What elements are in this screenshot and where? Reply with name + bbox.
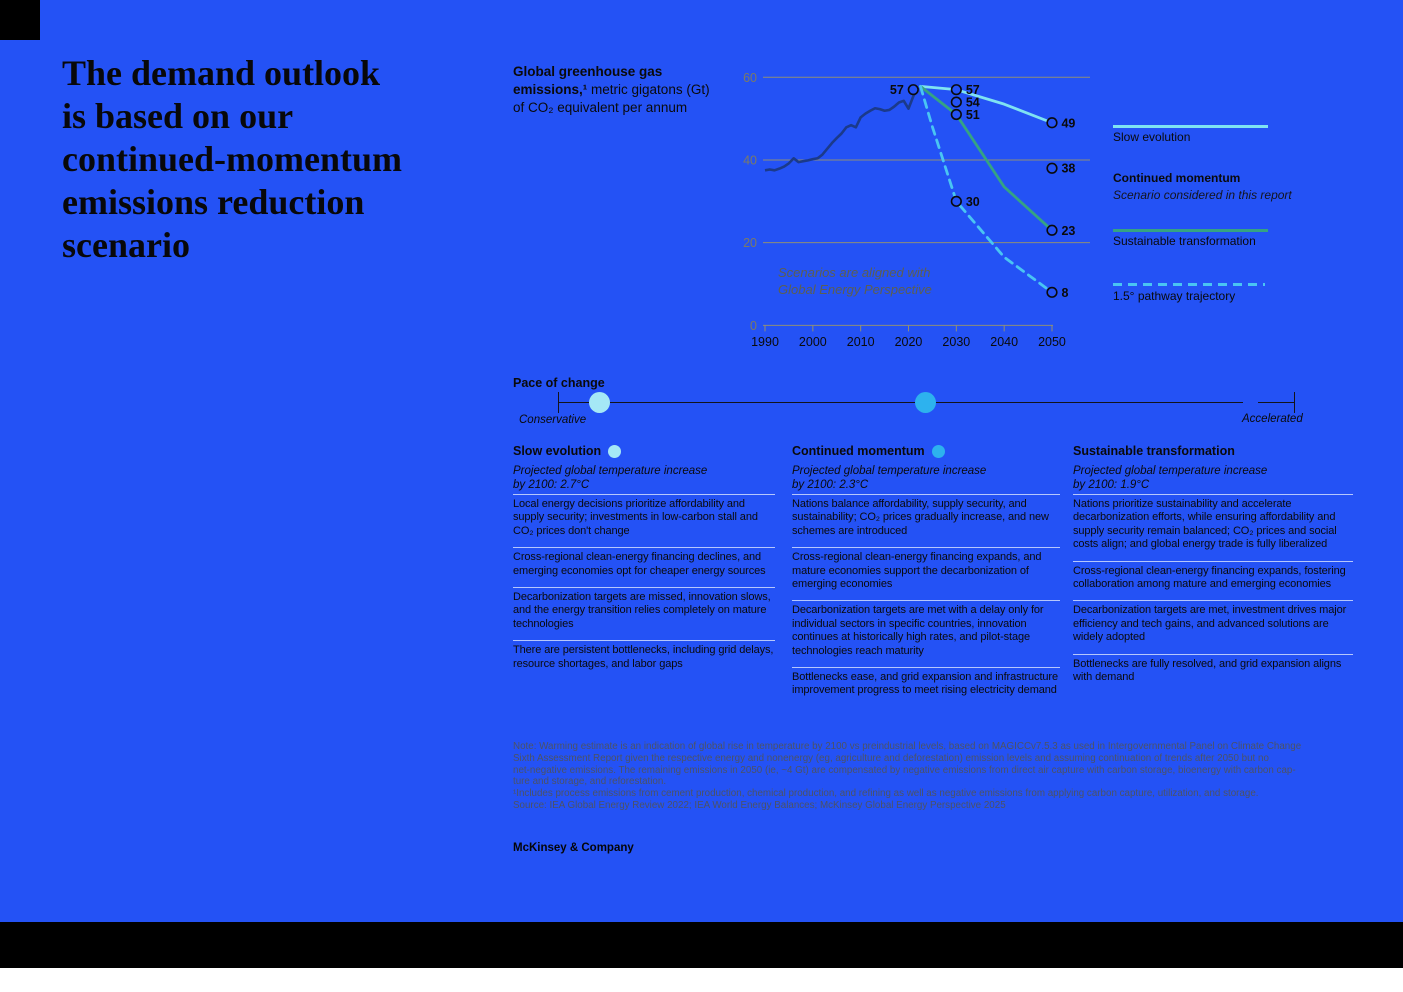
svg-text:2040: 2040 xyxy=(990,335,1019,349)
legend-sublabel-continued-momentum: Scenario considered in this report xyxy=(1113,188,1292,202)
footnote-line: Source: IEA Global Energy Review 2022; IEA World Energy Balances; McKinsey Global Energy Perspective 2025 xyxy=(513,799,1006,811)
footnote-line: net-negative emissions. The remaining emissions in 2050 (ie, ~4 Gt) are compensated by negative emissions from direct air capture with carbon storage, bioenergy with carbon cap- xyxy=(513,764,1296,776)
chart-annotation xyxy=(778,264,958,298)
svg-text:57: 57 xyxy=(965,83,980,98)
pace-dot-slow-evolution xyxy=(589,392,610,413)
svg-text:8: 8 xyxy=(1061,285,1069,300)
page-title-line: emissions reduction xyxy=(62,182,365,222)
mckinsey-logo-text: McKinsey & Company xyxy=(513,842,634,854)
legend-swatch-slow-evolution xyxy=(1113,125,1268,128)
pace-right-label: Accelerated xyxy=(1242,413,1303,425)
column-subtitle: Projected global temperature increase by 2100: 2.3°C xyxy=(792,465,987,491)
legend-label-continued-momentum: Continued momentum xyxy=(1113,171,1241,185)
bullet: Cross-regional clean-energy financing expands, and mature economies support the decarbonization of emerging economies xyxy=(792,547,1060,600)
svg-text:60: 60 xyxy=(743,70,757,85)
column-bullets xyxy=(513,494,775,680)
column-slow-evolution xyxy=(513,444,775,680)
pace-of-change-label: Pace of change xyxy=(513,376,605,390)
legend-swatch-pathway xyxy=(1113,283,1265,286)
chart-title-bold: Global greenhouse gas emissions,¹ xyxy=(513,64,663,97)
svg-text:20: 20 xyxy=(743,236,757,251)
svg-text:54: 54 xyxy=(965,95,980,110)
legend-label-sustainable-transformation: Sustainable transformation xyxy=(1113,234,1256,248)
column-header xyxy=(792,444,1060,458)
page-title-line: continued-momentum xyxy=(62,139,402,179)
bottom-black-band xyxy=(0,922,1403,968)
pace-dot-continued-momentum xyxy=(915,392,936,413)
column-title: Sustainable transformation xyxy=(1073,444,1235,458)
svg-text:30: 30 xyxy=(965,194,980,209)
pace-tick-right xyxy=(1294,392,1295,413)
bullet: Bottlenecks are fully resolved, and grid expansion aligns with demand xyxy=(1073,654,1353,694)
svg-text:49: 49 xyxy=(1061,116,1076,131)
svg-text:0: 0 xyxy=(750,318,757,333)
chart-title-rest: metric gigatons (Gt) of CO₂ equivalent per annum xyxy=(513,82,710,115)
column-title: Continued momentum xyxy=(792,444,925,458)
bullet: Decarbonization targets are missed, innovation slows, and the energy transition relies completely on mature technologies xyxy=(513,587,775,640)
page-title-line: The demand outlook xyxy=(62,53,381,93)
footnote-line: Sixth Assessment Report given the respective energy and nonenergy (eg, agriculture and deforestation) emission levels and assuming continuation of trends after 2050 but no xyxy=(513,752,1269,764)
svg-text:51: 51 xyxy=(965,107,980,122)
emissions-chart xyxy=(735,60,1100,360)
column-bullets xyxy=(792,494,1060,707)
page-title-line: is based on our xyxy=(62,96,294,136)
svg-text:2030: 2030 xyxy=(942,335,971,349)
footnote-line: ¹Includes process emissions from cement production, chemical production, and refining as well as negative emissions from applying carbon capture, utilization, and storage. xyxy=(513,788,1259,800)
column-sustainable-transformation xyxy=(1073,444,1353,693)
svg-text:2020: 2020 xyxy=(894,335,923,349)
chart-title xyxy=(513,63,711,117)
column-header xyxy=(1073,444,1353,458)
svg-text:57: 57 xyxy=(889,83,904,98)
page-title-line: scenario xyxy=(62,225,190,265)
corner-decoration xyxy=(0,0,40,40)
column-dot xyxy=(608,445,621,458)
legend-label-pathway: 1.5° pathway trajectory xyxy=(1113,289,1236,303)
pace-tick-left xyxy=(558,392,559,413)
bullet: Nations prioritize sustainability and accelerate decarbonization efforts, while ensuring affordability and supply security remain balanced; CO₂ prices and social costs align; and global energy trade is fully liberalized xyxy=(1073,494,1353,561)
bullet: Decarbonization targets are met, investment drives major efficiency and tech gains, and advanced solutions are widely adopted xyxy=(1073,600,1353,653)
bullet: Cross-regional clean-energy financing declines, and emerging economies opt for cheaper energy sources xyxy=(513,547,775,587)
legend-swatch-sustainable-transformation xyxy=(1113,229,1268,232)
bullet: Cross-regional clean-energy financing expands, fostering collaboration among mature and emerging economies xyxy=(1073,561,1353,601)
column-title: Slow evolution xyxy=(513,444,602,458)
footnote-line: ture and storage, and reforestation. xyxy=(513,776,667,788)
chart-annotation-line: Global Energy Perspective xyxy=(778,282,932,297)
bullet: Nations balance affordability, supply security, and sustainability; CO₂ prices gradually increase, and new schemes are introduced xyxy=(792,494,1060,547)
chart-annotation-line: Scenarios are aligned with xyxy=(778,265,931,280)
pace-left-label: Conservative xyxy=(519,414,587,426)
column-continued-momentum xyxy=(792,444,1060,707)
column-header xyxy=(513,444,775,458)
column-subtitle: Projected global temperature increase by 2100: 1.9°C xyxy=(1073,465,1268,491)
emissions-chart-svg xyxy=(735,60,1100,360)
bullet: Bottlenecks ease, and grid expansion and infrastructure improvement progress to meet rising electricity demand xyxy=(792,667,1060,707)
svg-text:38: 38 xyxy=(1061,161,1076,176)
bullet: Local energy decisions prioritize affordability and supply security; investments in low-carbon stall and CO₂ prices don't change xyxy=(513,494,775,547)
svg-text:40: 40 xyxy=(743,153,757,168)
bullet: Decarbonization targets are met with a delay only for individual sectors in specific countries, innovation continues at historically high rates, and pilot-stage technologies reach maturity xyxy=(792,600,1060,667)
svg-text:2000: 2000 xyxy=(798,335,827,349)
column-subtitle: Projected global temperature increase by 2100: 2.7°C xyxy=(513,465,708,491)
footnotes xyxy=(513,741,1301,812)
page-title xyxy=(62,52,532,267)
column-bullets xyxy=(1073,494,1353,693)
svg-text:2010: 2010 xyxy=(846,335,875,349)
svg-text:2050: 2050 xyxy=(1038,335,1066,349)
pace-slider-track-end xyxy=(1258,402,1294,403)
bullet: There are persistent bottlenecks, including grid delays, resource shortages, and labor gaps xyxy=(513,640,775,680)
pace-slider-track xyxy=(558,402,1243,403)
footnote-line: Note: Warming estimate is an indication of global rise in temperature by 2100 vs preindustrial levels, based on MAGICCv7.5.3 as used in Intergovernmental Panel on Climate Change xyxy=(513,741,1302,752)
svg-text:1990: 1990 xyxy=(751,335,779,349)
legend-label-slow-evolution: Slow evolution xyxy=(1113,130,1191,144)
column-dot xyxy=(932,445,945,458)
svg-text:23: 23 xyxy=(1061,223,1076,238)
